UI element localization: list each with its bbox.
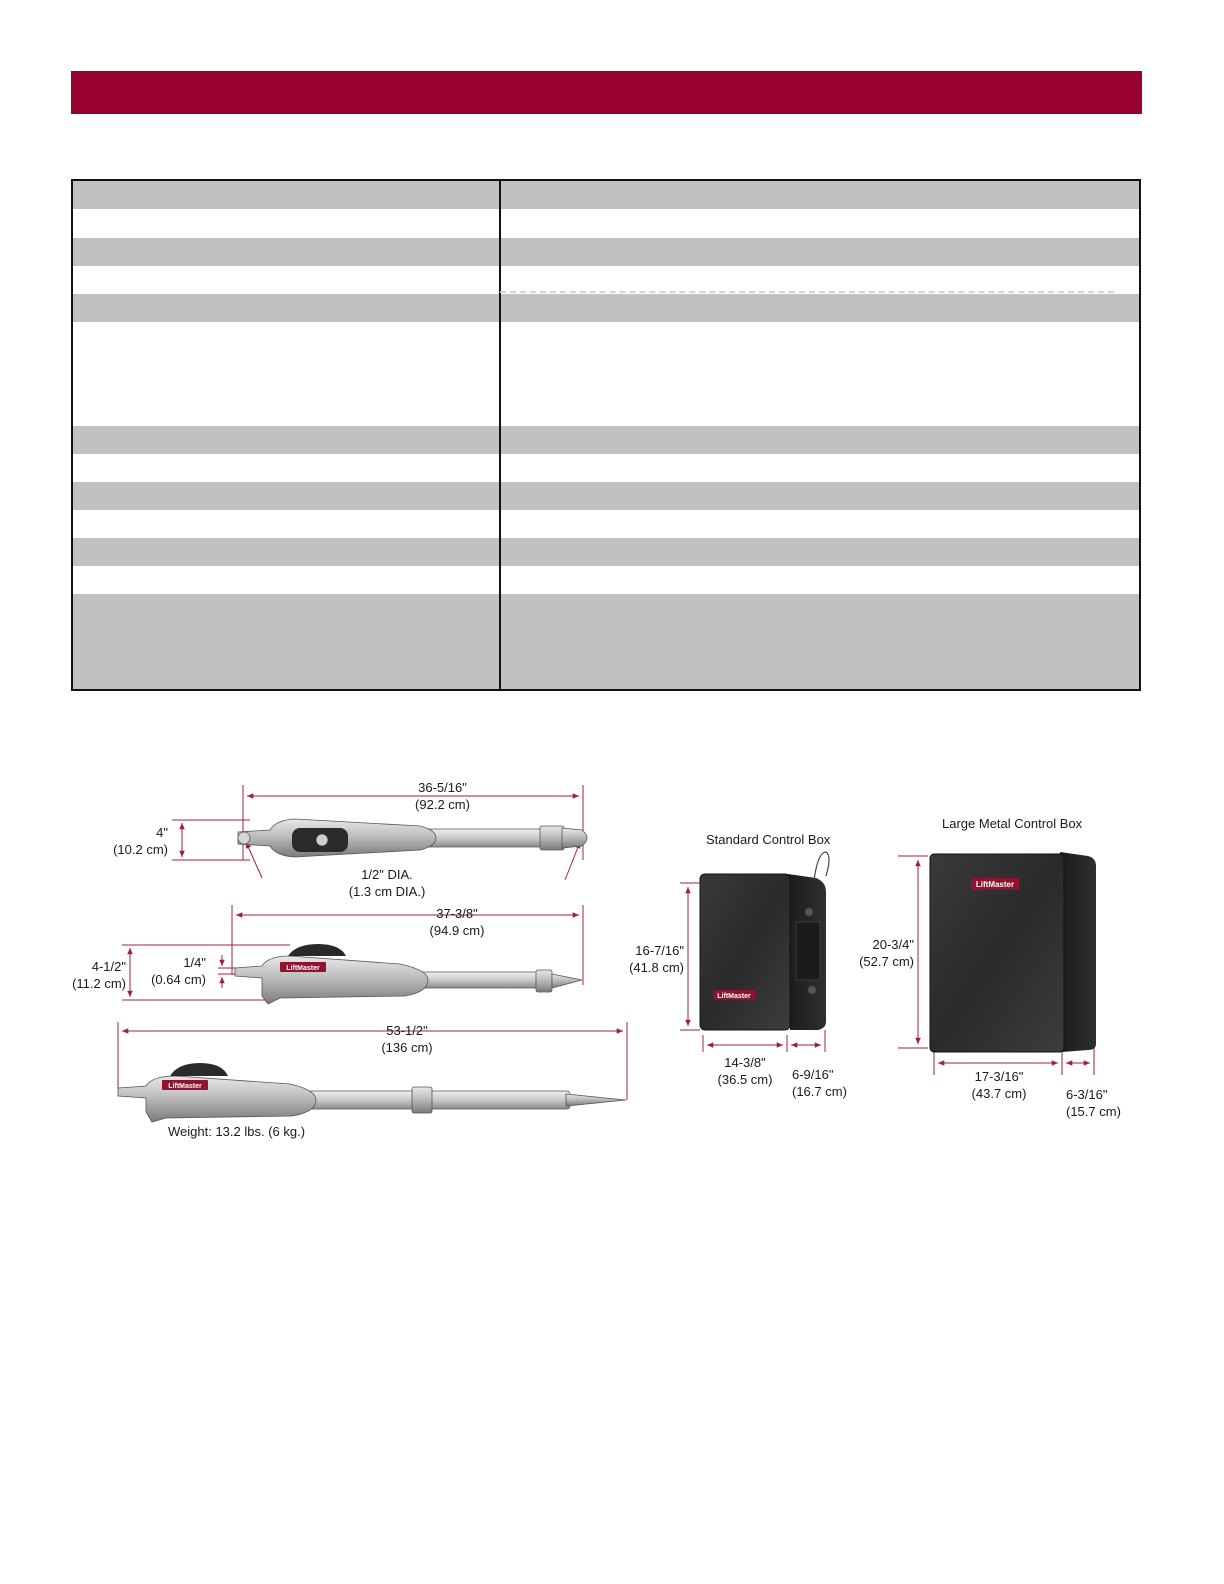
operator-side-view xyxy=(235,944,582,1004)
spec-table-row xyxy=(73,510,1139,538)
height-label: 4" (10.2 cm) xyxy=(113,825,168,857)
standard-control-box-illustration xyxy=(700,852,829,1030)
pin-diameter-label: 1/2" DIA. (1.3 cm DIA.) xyxy=(348,867,426,899)
large-box-depth-label: 6-3/16" (15.7 cm) xyxy=(1066,1087,1121,1119)
spec-table-row xyxy=(73,594,1139,690)
large-box-title: Large Metal Control Box xyxy=(942,816,1083,831)
spec-table-row xyxy=(73,181,1139,209)
svg-text:LiftMaster: LiftMaster xyxy=(717,993,751,1000)
standard-box-width-label: 14-3/8" (36.5 cm) xyxy=(717,1055,773,1087)
spec-table-row xyxy=(73,238,1139,266)
standard-box-depth-label: 6-9/16" (16.7 cm) xyxy=(792,1067,847,1099)
weight-caption: Weight: 13.2 lbs. (6 kg.) xyxy=(168,1124,306,1139)
large-box-width-label: 17-3/16" (43.7 cm) xyxy=(971,1069,1027,1101)
section-header-bar xyxy=(71,71,1142,114)
spec-table-row xyxy=(73,454,1139,482)
svg-text:LiftMaster: LiftMaster xyxy=(168,1083,202,1090)
standard-box-title: Standard Control Box xyxy=(706,832,831,847)
spec-table-row xyxy=(73,426,1139,454)
standard-box-height-label: 16-7/16" (41.8 cm) xyxy=(629,943,684,975)
spec-table-row xyxy=(73,294,1139,322)
mid-length-label: 37-3/8" (94.9 cm) xyxy=(429,906,485,938)
spec-table-row xyxy=(73,209,1139,238)
spec-table-row xyxy=(73,322,1139,426)
dimension-drawing xyxy=(0,740,1224,1160)
side-height-label: 4-1/2" (11.2 cm) xyxy=(72,959,126,991)
operator-extended-view xyxy=(118,1063,626,1122)
dimension-diagram xyxy=(0,740,1224,1160)
offset-label: 1/4" (0.64 cm) xyxy=(151,955,206,987)
closed-length-label: 36-5/16" (92.2 cm) xyxy=(415,780,470,812)
extended-length-label: 53-1/2" (136 cm) xyxy=(381,1023,433,1055)
spec-table-dashed-rule xyxy=(500,291,1114,293)
spec-table-divider xyxy=(499,181,501,689)
large-metal-control-box-illustration xyxy=(930,852,1096,1052)
spec-table-row xyxy=(73,266,1139,294)
spec-table xyxy=(71,179,1141,691)
operator-top-view xyxy=(238,819,587,857)
spec-table-row xyxy=(73,482,1139,510)
spec-table-row xyxy=(73,538,1139,566)
brand-logo-text: LiftMaster xyxy=(286,965,320,972)
spec-table-row xyxy=(73,566,1139,594)
large-box-height-label: 20-3/4" (52.7 cm) xyxy=(859,937,914,969)
svg-text:LiftMaster: LiftMaster xyxy=(975,880,1015,889)
